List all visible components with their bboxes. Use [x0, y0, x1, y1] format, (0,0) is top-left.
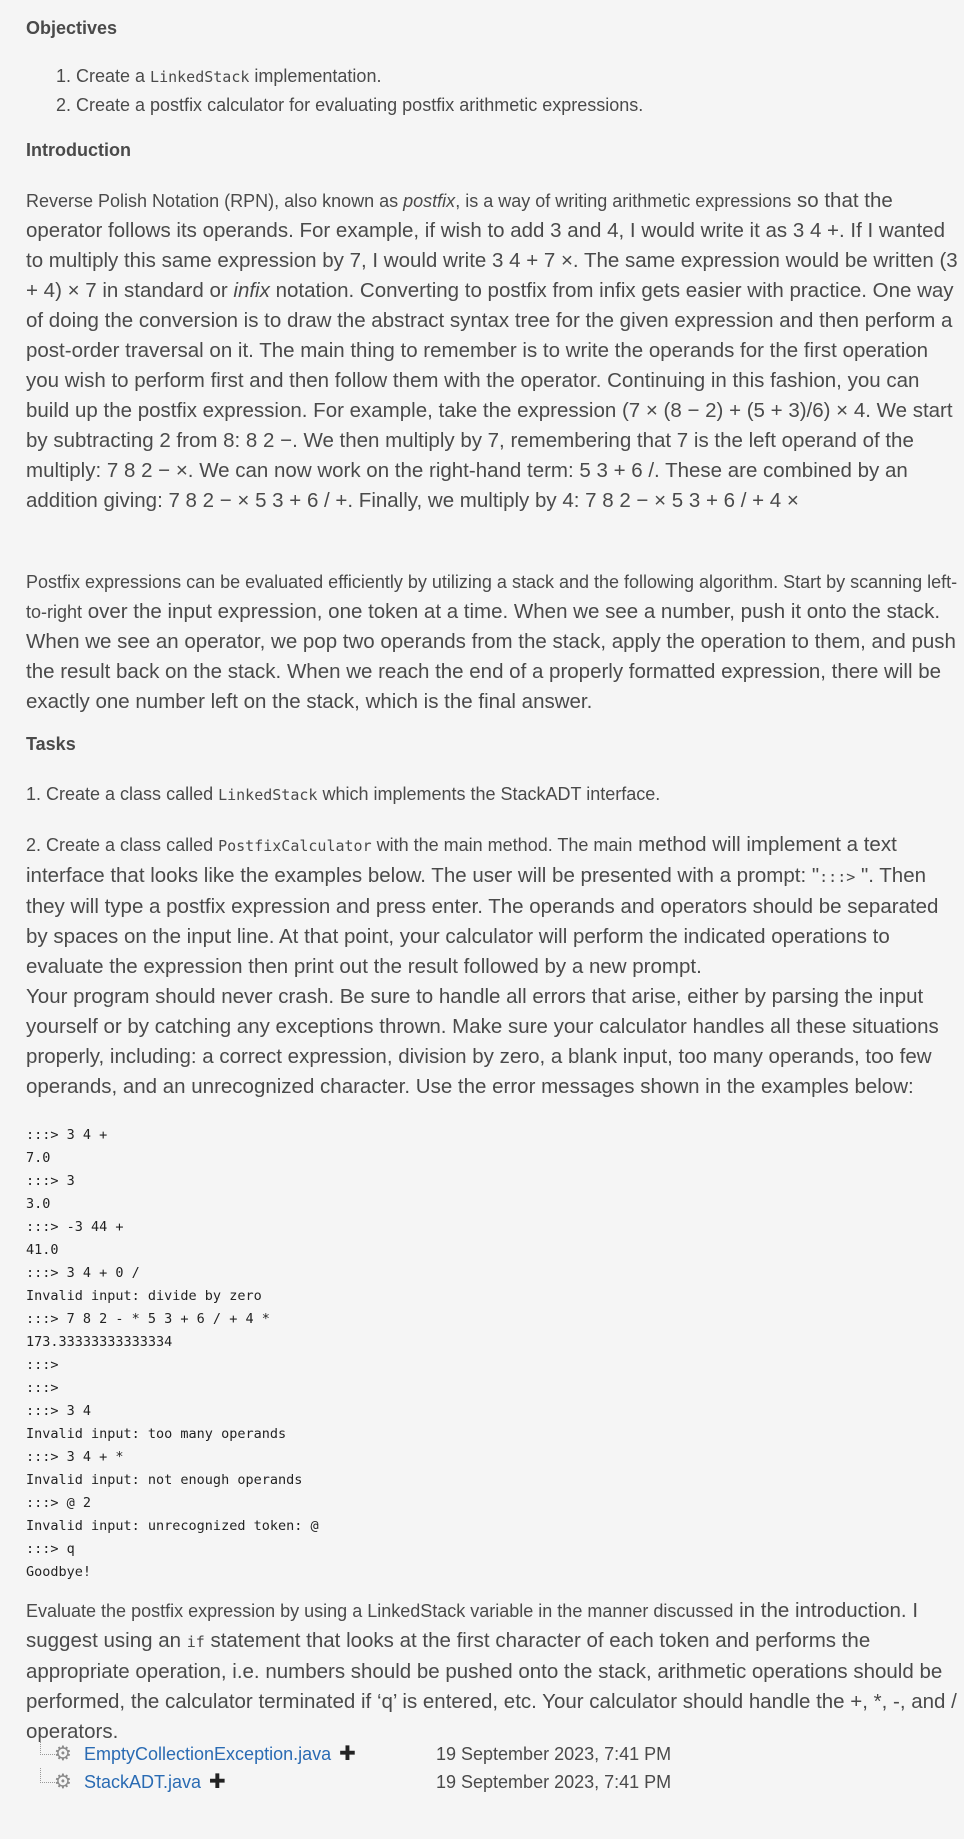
- task-1: 1. Create a class called LinkedStack which implements the StackADT interface.: [26, 784, 661, 804]
- console-example: :::> 3 4 + 7.0 :::> 3 3.0 :::> -3 44 + 41.0 :::> 3 4 + 0 / Invalid input: divide by zero :::> 7 8 2 - * 5 3 + 6 / + 4 * 173.33333333333334 :::> :::> :::> 3 4 Invalid input: too many operands :::> 3 4 + * Invalid input: not enough operands :::> @ 2 Invalid input: unrecognized token: @ :::> q Goodbye!: [26, 1127, 319, 1580]
- attached-files: [40, 1740, 940, 1796]
- objective-item: 2. Create a postfix calculator for evaluating postfix arithmetic expressions.: [76, 91, 643, 119]
- tree-connector: [40, 1768, 55, 1783]
- file-row: [40, 1740, 940, 1768]
- intro-paragraph: Reverse Polish Notation (RPN), also known as postfix, is a way of writing arithmetic expressions so that the operator follows its operands. For example, if wish to add 3 and 4, I would write it as 3 4 +. If I wanted to multiply this same expression by 7, I would write 3 4 + 7 ×. The same expression would be written (3 + 4) × 7 in standard or infix notation. Converting to postfix from infix gets easier with practice. One way of doing the conversion is to draw the abstract syntax tree for the given expression and then perform a post-order traversal on it. The main thing to remember is to write the operands for the first operation you wish to perform first and then follow them with the operator. Continuing in this fashion, you can build up the postfix expression. For example, take the expression (7 × (8 − 2) + (5 + 3)/6) × 4. We start by subtracting 2 from 8: 8 2 −. We then multiply by 7, remembering that 7 is the left operand of the multiply: 7 8 2 − ×. We can now work on the right-hand term: 5 3 + 6 /. These are combined by an addition giving: 7 8 2 − × 5 3 + 6 / +. Finally, we multiply by 4: 7 8 2 − × 5 3 + 6 / + 4 ×: [26, 189, 958, 512]
- plus-icon[interactable]: ✚: [209, 1771, 226, 1793]
- evaluation-paragraph: Postfix expressions can be evaluated efficiently by utilizing a stack and the following algorithm. Start by scanning left-to-right over the input expression, one token at a time. When we see a number, push it onto the stack. When we see an operator, we pop two operands from the stack, apply the operation to them, and push the result back on the stack. When we reach the end of a properly formatted expression, there will be exactly one number left on the stack, which is the final answer.: [26, 572, 958, 713]
- objectives-heading: Objectives: [26, 18, 118, 38]
- tasks-heading: Tasks: [26, 734, 76, 754]
- task-2: 2. Create a class called PostfixCalculator with the main method. The main method will implement a text interface that looks like the examples below. The user will be presented with a prompt: ":::> ". Then they will type a postfix expression and press enter. The operands and operators should be separated by spaces on the input line. At that point, your calculator will perform the indicated operations to evaluate the expression then print out the result followed by a new prompt. Your program should never crash. Be sure to handle all errors that arise, either by parsing the input yourself or by catching any exceptions thrown. Make sure your calculator handles all these situations properly, including: a correct expression, division by zero, a blank input, too many operands, too few operands, and an unrecognized character. Use the error messages shown in the examples below:: [26, 833, 939, 1098]
- file-link-stackadt[interactable]: StackADT.java ✚: [84, 1768, 226, 1796]
- file-row: [40, 1768, 940, 1796]
- objective-item: 1. Create a LinkedStack implementation.: [76, 62, 643, 91]
- gear-icon: ⚙: [54, 1771, 72, 1793]
- code-linkedstack: LinkedStack: [150, 68, 250, 86]
- gear-icon: ⚙: [54, 1743, 72, 1765]
- introduction-heading: Introduction: [26, 140, 131, 160]
- plus-icon[interactable]: ✚: [339, 1743, 356, 1765]
- final-paragraph: Evaluate the postfix expression by using a LinkedStack variable in the manner discussed in the introduction. I suggest using an if statement that looks at the first character of each token and performs the appropriate operation, i.e. numbers should be pushed onto the stack, arithmetic operations should be performed, the calculator terminated if ‘q’ is entered, etc. Your calculator should handle the +, *, -, and / operators.: [26, 1599, 957, 1743]
- tree-connector: [40, 1740, 55, 1755]
- file-link-emptycollectionexception[interactable]: EmptyCollectionException.java ✚: [84, 1740, 356, 1768]
- objectives-list: [26, 62, 643, 119]
- file-date: 19 September 2023, 7:41 PM: [436, 1744, 672, 1764]
- file-date: 19 September 2023, 7:41 PM: [436, 1772, 672, 1792]
